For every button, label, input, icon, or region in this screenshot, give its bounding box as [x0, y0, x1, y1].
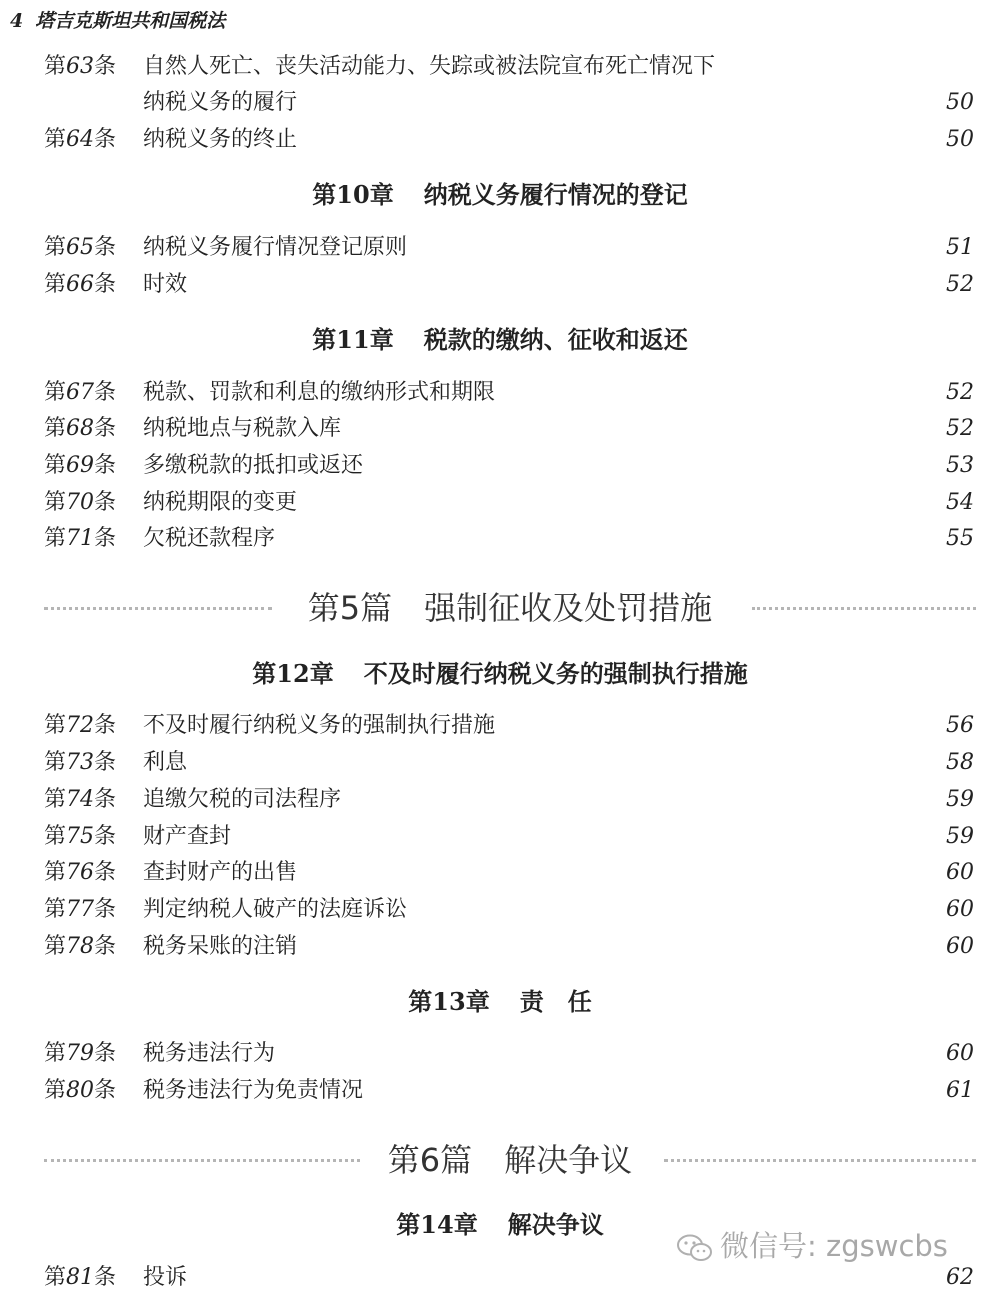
article-number: 第71条 — [44, 526, 117, 551]
article-number: 第67条 — [44, 380, 117, 405]
wechat-icon — [676, 1233, 714, 1263]
toc-entry — [0, 268, 1000, 302]
article-title: 多缴税款的抵扣或返还 — [143, 453, 364, 478]
chapter-label: 第10章 — [312, 180, 394, 209]
article-number: 第65条 — [44, 235, 117, 260]
toc-entry — [0, 123, 1000, 157]
page-ref: 58 — [946, 750, 974, 775]
chapter-label: 第11章 — [312, 325, 394, 354]
article-title: 纳税期限的变更 — [143, 490, 298, 515]
part-title: 强制征收及处罚措施 — [424, 589, 713, 627]
chapter-title: 不及时履行纳税义务的强制执行措施 — [363, 659, 748, 688]
article-title: 判定纳税人破产的法庭诉讼 — [143, 897, 408, 922]
article-number: 第80条 — [44, 1078, 117, 1103]
chapter-title: 解决争议 — [507, 1210, 604, 1239]
part-heading — [44, 1137, 976, 1183]
page-ref: 60 — [946, 897, 974, 922]
article-title: 纳税义务的履行 — [143, 90, 298, 115]
article-number: 第81条 — [44, 1265, 117, 1290]
toc-entry — [0, 820, 1000, 854]
page-ref: 59 — [946, 787, 974, 812]
watermark-text: 微信号: zgswcbs — [720, 1229, 948, 1263]
toc-entry — [0, 522, 1000, 556]
watermark — [676, 1226, 948, 1266]
article-number: 第74条 — [44, 787, 117, 812]
article-title: 利息 — [143, 750, 188, 775]
chapter-label: 第12章 — [252, 659, 334, 688]
article-title: 自然人死亡、丧失活动能力、失踪或被法院宣布死亡情况下 — [143, 54, 716, 79]
page-ref: 59 — [946, 824, 974, 849]
chapter-title: 纳税义务履行情况的登记 — [423, 180, 688, 209]
article-title: 不及时履行纳税义务的强制执行措施 — [143, 713, 496, 738]
part-title: 解决争议 — [504, 1141, 633, 1179]
article-title: 税务呆账的注销 — [143, 934, 298, 959]
chapter-title: 税款的缴纳、征收和返还 — [423, 325, 688, 354]
page-ref: 52 — [946, 380, 974, 405]
page-ref: 60 — [946, 1041, 974, 1066]
article-title: 税务违法行为 — [143, 1041, 276, 1066]
toc-entry — [0, 486, 1000, 520]
book-title: 塔吉克斯坦共和国税法 — [35, 10, 226, 32]
chapter-label: 第14章 — [396, 1210, 478, 1239]
part-text — [44, 1137, 976, 1183]
article-title: 纳税义务的终止 — [143, 127, 298, 152]
article-title: 欠税还款程序 — [143, 526, 276, 551]
part-text — [44, 585, 976, 631]
page-ref: 52 — [946, 416, 974, 441]
toc-entry — [0, 412, 1000, 446]
chapter-heading — [0, 323, 1000, 357]
article-number: 第68条 — [44, 416, 117, 441]
article-number: 第70条 — [44, 490, 117, 515]
chapter-heading — [0, 178, 1000, 212]
page-ref: 51 — [946, 235, 974, 260]
page-ref: 62 — [946, 1265, 974, 1290]
article-title: 纳税地点与税款入库 — [143, 416, 342, 441]
toc-entry — [0, 376, 1000, 410]
article-number: 第66条 — [44, 272, 117, 297]
part-heading — [44, 585, 976, 631]
page-ref: 54 — [946, 490, 974, 515]
article-number: 第79条 — [44, 1041, 117, 1066]
toc-entry — [0, 709, 1000, 743]
toc-entry — [0, 231, 1000, 265]
toc-entry — [0, 893, 1000, 927]
toc-entry — [0, 1037, 1000, 1071]
page-ref: 60 — [946, 934, 974, 959]
article-number: 第63条 — [44, 54, 117, 79]
page-ref: 61 — [946, 1078, 974, 1103]
part-label: 第6篇 — [387, 1141, 473, 1179]
page-ref: 60 — [946, 860, 974, 885]
toc-entry — [0, 930, 1000, 964]
article-number: 第75条 — [44, 824, 117, 849]
article-title: 纳税义务履行情况登记原则 — [143, 235, 408, 260]
toc-entry — [0, 50, 1000, 84]
page-number: 4 — [10, 10, 24, 32]
page-header — [10, 6, 225, 33]
article-number: 第69条 — [44, 453, 117, 478]
article-number: 第72条 — [44, 713, 117, 738]
article-number: 第76条 — [44, 860, 117, 885]
page-ref: 50 — [946, 127, 974, 152]
chapter-heading — [0, 985, 1000, 1019]
page-ref: 52 — [946, 272, 974, 297]
article-number: 第77条 — [44, 897, 117, 922]
article-title: 时效 — [143, 272, 188, 297]
page-ref: 50 — [946, 90, 974, 115]
toc-entry — [0, 449, 1000, 483]
toc-entry — [0, 86, 1000, 120]
page-ref: 53 — [946, 453, 974, 478]
toc-entry — [0, 1074, 1000, 1108]
article-number: 第78条 — [44, 934, 117, 959]
article-number: 第73条 — [44, 750, 117, 775]
toc-entry — [0, 746, 1000, 780]
article-title: 投诉 — [143, 1265, 188, 1290]
article-title: 税款、罚款和利息的缴纳形式和期限 — [143, 380, 496, 405]
chapter-title: 责 任 — [519, 987, 592, 1016]
page-ref: 55 — [946, 526, 974, 551]
page-ref: 56 — [946, 713, 974, 738]
article-number: 第64条 — [44, 127, 117, 152]
chapter-label: 第13章 — [408, 987, 490, 1016]
article-title: 查封财产的出售 — [143, 860, 298, 885]
toc-entry — [0, 783, 1000, 817]
part-label: 第5篇 — [307, 589, 393, 627]
article-title: 税务违法行为免责情况 — [143, 1078, 364, 1103]
toc-entry — [0, 1261, 1000, 1295]
article-title: 财产查封 — [143, 824, 232, 849]
toc-entry — [0, 856, 1000, 890]
article-title: 追缴欠税的司法程序 — [143, 787, 342, 812]
chapter-heading — [0, 657, 1000, 691]
